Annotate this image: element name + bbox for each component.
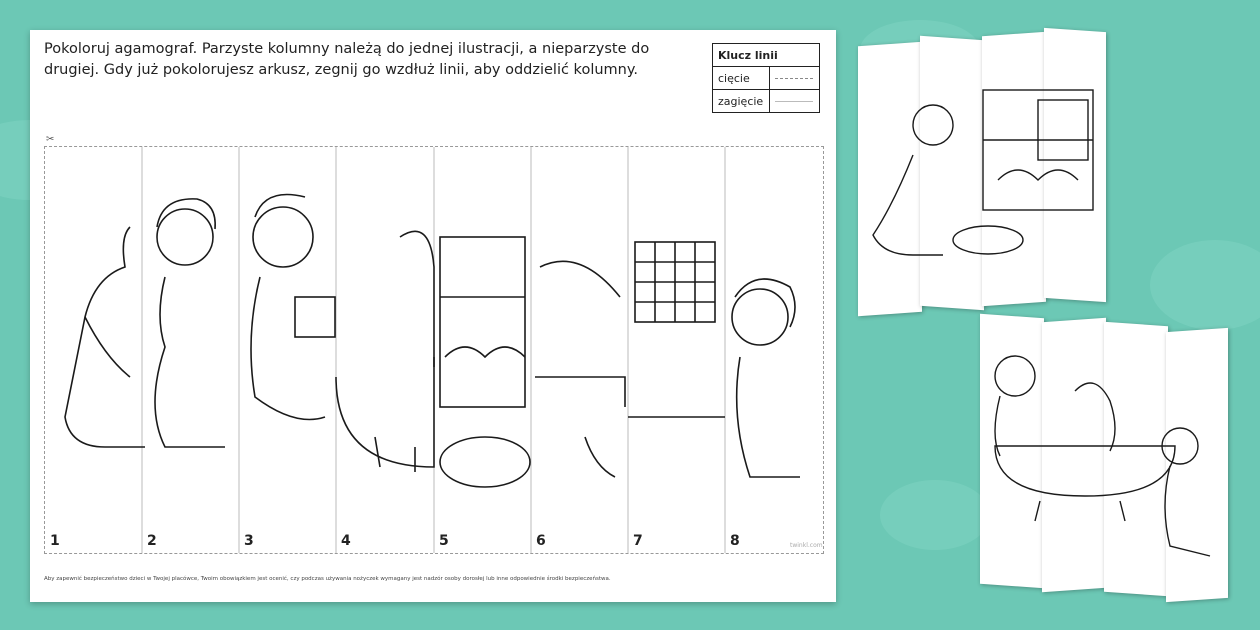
column-number: 5 bbox=[439, 533, 449, 549]
scissors-icon: ✂ bbox=[46, 134, 55, 145]
column-number: 3 bbox=[244, 533, 254, 549]
safety-footnote: Aby zapewnić bezpieczeństwo dzieci w Twojej placówce, Twoim obowiązkiem jest ocenić, czy podczas używania nożyczek wymagany jest nadzór osoby dorosłej lub inne odpowiednie środki bezpieczeństwa. bbox=[44, 576, 611, 582]
agamograph-panel bbox=[44, 146, 824, 554]
instructions bbox=[44, 39, 684, 81]
agamograph-illustration bbox=[45, 147, 823, 553]
background-shape bbox=[880, 480, 990, 550]
column-number: 7 bbox=[633, 533, 643, 549]
column-number: 2 bbox=[147, 533, 157, 549]
folded-preview-1 bbox=[858, 30, 1108, 320]
worksheet bbox=[30, 30, 836, 602]
line-key-fold-label: zagięcie bbox=[713, 90, 770, 113]
preview-1-illustration bbox=[858, 30, 1108, 320]
folded-preview-2 bbox=[980, 316, 1230, 606]
line-key-fold-sample bbox=[770, 90, 820, 113]
column-number: 8 bbox=[730, 533, 740, 549]
column-number: 6 bbox=[536, 533, 546, 549]
watermark: twinkl.com bbox=[790, 542, 823, 549]
line-key-title: Klucz linii bbox=[713, 44, 820, 67]
column-number: 1 bbox=[50, 533, 60, 549]
preview-2-illustration bbox=[980, 316, 1230, 606]
instructions-line-1: Pokoloruj agamograf. Parzyste kolumny należą do jednej ilustracji, a nieparzyste do bbox=[44, 41, 650, 57]
instructions-line-2: drugiej. Gdy już pokolorujesz arkusz, zegnij go wzdłuż linii, aby oddzielić kolumny. bbox=[44, 62, 638, 78]
line-key-cut-sample bbox=[770, 67, 820, 90]
column-number: 4 bbox=[341, 533, 351, 549]
line-key-cut-label: cięcie bbox=[713, 67, 770, 90]
line-key bbox=[712, 43, 820, 113]
